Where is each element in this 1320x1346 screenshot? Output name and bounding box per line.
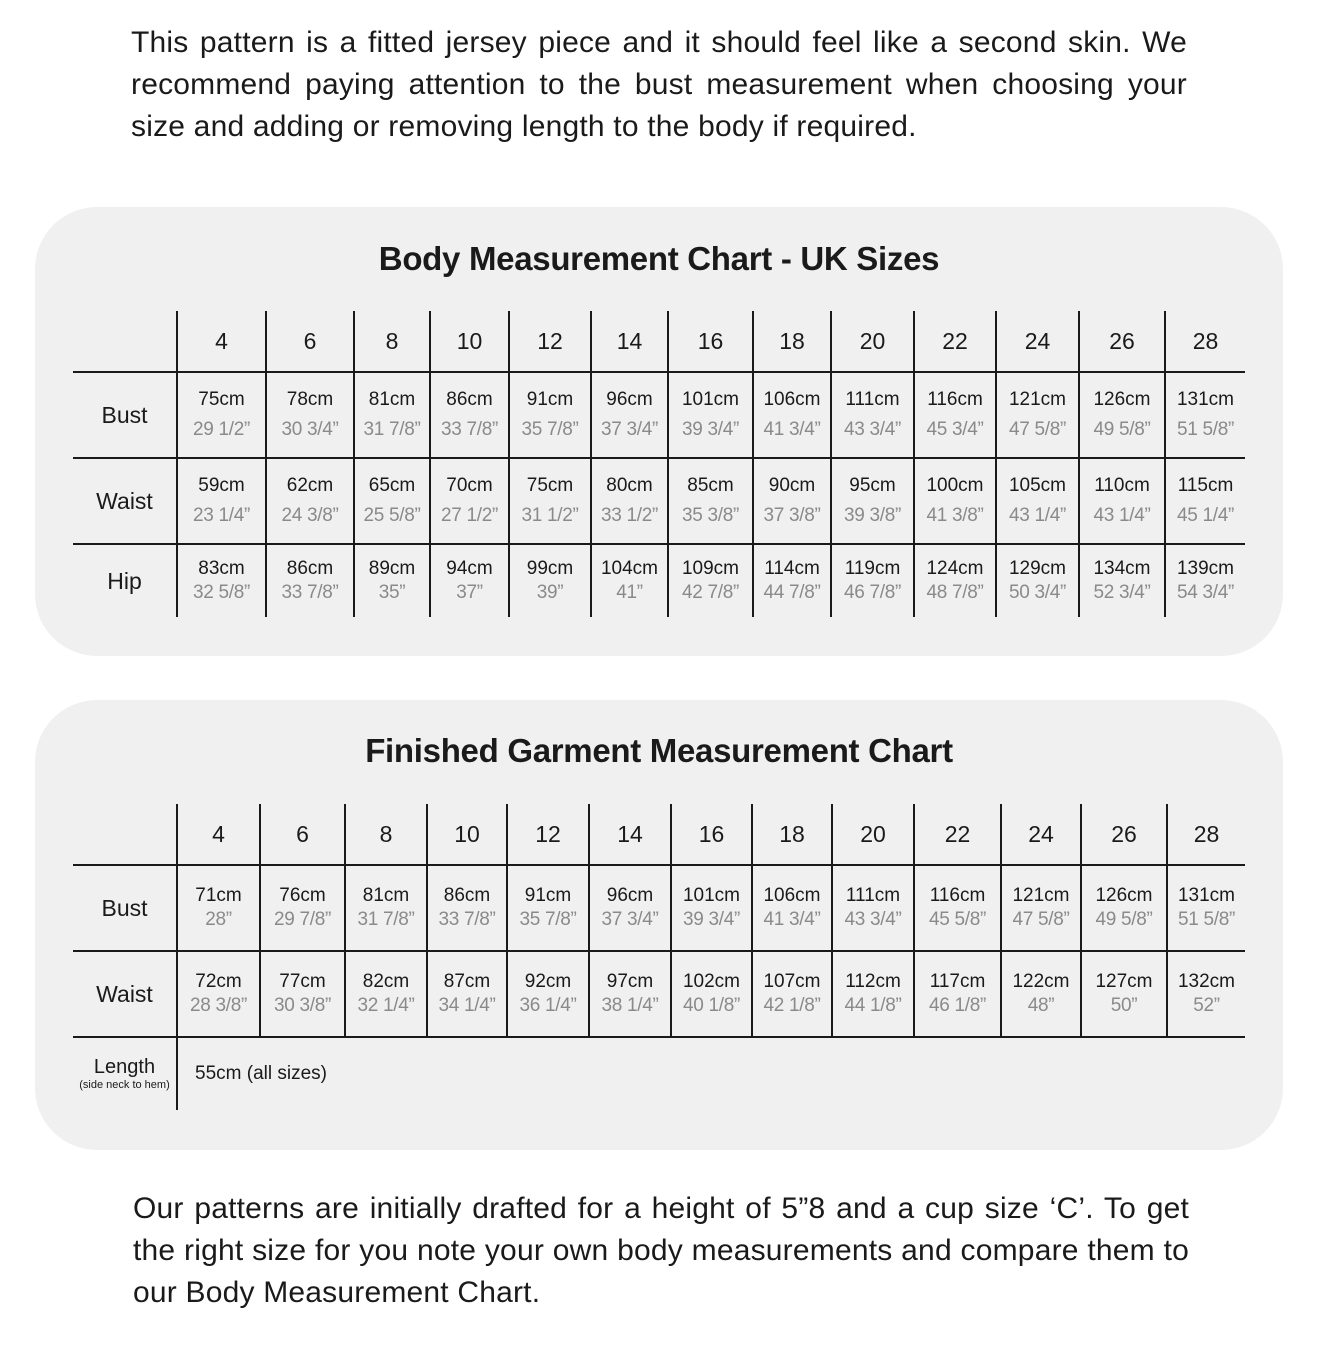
measurement-cell (1001, 951, 1081, 1037)
inch-value: 38 1/4” (601, 995, 659, 1016)
inch-value: 40 1/8” (682, 995, 741, 1016)
inch-value: 49 5/8” (1095, 909, 1153, 930)
inch-value: 39 3/4” (682, 909, 741, 930)
measurement-cell (753, 458, 831, 544)
measurement-cell (354, 544, 430, 617)
cm-value: 81cm (362, 885, 410, 906)
measurement-cell (509, 372, 591, 458)
cm-value: 77cm (279, 971, 326, 992)
cm-value: 100cm (926, 475, 984, 496)
inch-value: 45 1/4” (1176, 505, 1235, 526)
inch-value: 50 3/4” (1008, 582, 1067, 603)
inch-value: 37 3/4” (601, 909, 659, 930)
measurement-cell (996, 544, 1079, 617)
inch-value: 27 1/2” (440, 505, 499, 526)
length-label: Length (93, 1056, 156, 1078)
size-header: 20 (832, 804, 914, 865)
measurement-cell (1165, 544, 1245, 617)
inch-value: 41 3/8” (926, 505, 984, 526)
cm-value: 119cm (844, 558, 901, 579)
inch-value: 29 7/8” (273, 909, 332, 930)
inch-value: 47 5/8” (1008, 419, 1067, 440)
measurement-cell (430, 544, 509, 617)
measurement-row (73, 951, 1245, 1037)
measurement-cell (591, 372, 668, 458)
size-header: 28 (1167, 804, 1245, 865)
size-header: 14 (591, 311, 668, 372)
inch-value: 44 7/8” (763, 582, 821, 603)
measurement-cell (1079, 372, 1165, 458)
measurement-cell (1167, 865, 1245, 951)
cm-value: 106cm (763, 389, 821, 410)
cm-value: 95cm (849, 475, 896, 496)
inch-value: 44 1/8” (844, 995, 902, 1016)
cm-value: 82cm (362, 971, 410, 992)
cm-value: 81cm (368, 389, 416, 410)
size-header: 8 (354, 311, 430, 372)
inch-value: 37” (456, 582, 483, 603)
inch-value: 34 1/4” (438, 995, 496, 1016)
measurement-cell (1079, 544, 1165, 617)
measurement-cell (177, 458, 266, 544)
inch-value: 52” (1193, 995, 1220, 1016)
cm-value: 86cm (443, 885, 491, 906)
cm-value: 121cm (1012, 885, 1070, 906)
size-header: 10 (430, 311, 509, 372)
row-label: Hip (107, 567, 142, 594)
measurement-cell (668, 458, 753, 544)
cm-value: 139cm (1176, 558, 1235, 579)
inch-value: 42 1/8” (763, 995, 821, 1016)
inch-value: 48” (1027, 995, 1055, 1016)
size-header: 18 (752, 804, 832, 865)
inch-value: 48 7/8” (926, 582, 984, 603)
inch-value: 49 5/8” (1093, 419, 1151, 440)
intro-paragraph: This pattern is a fitted jersey piece and it should feel like a second skin. We recommend paying attention to the bust measurement when choosing your size and adding or removing length to the body if required. (131, 26, 1187, 143)
measurement-cell (832, 865, 914, 951)
measurement-cell (430, 458, 509, 544)
measurement-cell (752, 951, 832, 1037)
measurement-cell (507, 865, 589, 951)
cm-value: 112cm (845, 971, 901, 992)
measurement-cell (591, 544, 668, 617)
outro-paragraph: Our patterns are initially drafted for a height of 5”8 and a cup size ‘C’. To get the right size for you note your own body measurements and compare them to our Body Measurement Chart. (133, 1192, 1189, 1309)
measurement-cell (507, 951, 589, 1037)
cm-value: 91cm (526, 389, 574, 410)
inch-value: 31 7/8” (357, 909, 415, 930)
measurement-cell (266, 372, 354, 458)
cm-value: 87cm (443, 971, 491, 992)
inch-value: 33 7/8” (440, 419, 499, 440)
cm-value: 110cm (1094, 475, 1150, 496)
inch-value: 37 3/4” (600, 419, 659, 440)
length-row-label (73, 1037, 177, 1110)
cm-value: 105cm (1008, 475, 1067, 496)
body-measurement-panel (35, 207, 1283, 656)
measurement-cell (177, 951, 260, 1037)
cm-value: 78cm (286, 389, 334, 410)
cm-value: 70cm (446, 475, 493, 496)
size-header-row (73, 311, 1245, 372)
row-label: Waist (73, 458, 177, 544)
size-header: 22 (914, 804, 1001, 865)
header-corner (73, 311, 177, 372)
inch-value: 43 1/4” (1093, 505, 1151, 526)
inch-value: 39 3/8” (843, 505, 902, 526)
measurement-cell (427, 951, 507, 1037)
measurement-cell (430, 372, 509, 458)
inch-value: 31 1/2” (521, 505, 579, 526)
size-header: 14 (589, 804, 671, 865)
inch-value: 32 1/4” (357, 995, 415, 1016)
size-header-row (73, 804, 1245, 865)
measurement-cell (1079, 458, 1165, 544)
size-header: 6 (266, 311, 354, 372)
measurement-cell (752, 865, 832, 951)
cm-value: 124cm (926, 558, 984, 579)
inch-value: 25 5/8” (363, 505, 421, 526)
inch-value: 33 1/2” (600, 505, 659, 526)
inch-value: 41 3/4” (763, 419, 821, 440)
cm-value: 72cm (195, 971, 242, 992)
cm-value: 111cm (845, 885, 901, 906)
inch-value: 35” (378, 582, 406, 603)
cm-value: 75cm (526, 475, 574, 496)
measurement-cell (914, 951, 1001, 1037)
cm-value: 109cm (681, 558, 740, 579)
cm-value: 59cm (198, 475, 245, 496)
header-corner (73, 804, 177, 865)
measurement-cell (914, 458, 996, 544)
size-header: 26 (1079, 311, 1165, 372)
cm-value: 134cm (1093, 558, 1151, 579)
cm-value: 99cm (526, 558, 574, 579)
cm-value: 121cm (1008, 389, 1067, 410)
measurement-cell (753, 544, 831, 617)
inch-value: 46 7/8” (843, 582, 902, 603)
measurement-cell (831, 544, 914, 617)
size-header: 24 (1001, 804, 1081, 865)
cm-value: 75cm (198, 389, 245, 410)
measurement-cell (1001, 865, 1081, 951)
measurement-cell (509, 458, 591, 544)
body-chart-title: Body Measurement Chart - UK Sizes (378, 240, 940, 277)
inch-value: 45 5/8” (928, 909, 987, 930)
size-header: 28 (1165, 311, 1245, 372)
measurement-cell (831, 372, 914, 458)
size-header: 16 (668, 311, 753, 372)
cm-value: 115cm (1177, 475, 1234, 496)
cm-value: 132cm (1177, 971, 1236, 992)
measurement-row (73, 544, 1245, 617)
size-header: 10 (427, 804, 507, 865)
size-header: 22 (914, 311, 996, 372)
length-value: 55cm (all sizes) (177, 1037, 1245, 1110)
cm-value: 76cm (279, 885, 326, 906)
measurement-cell (1167, 951, 1245, 1037)
inch-value: 46 1/8” (928, 995, 987, 1016)
measurement-cell (914, 544, 996, 617)
cm-value: 62cm (286, 475, 334, 496)
measurement-cell (177, 865, 260, 951)
measurement-cell (671, 951, 752, 1037)
cm-value: 101cm (682, 885, 741, 906)
measurement-cell (914, 372, 996, 458)
measurement-cell (591, 458, 668, 544)
inch-value: 32 5/8” (192, 582, 251, 603)
inch-value: 36 1/4” (519, 995, 577, 1016)
cm-value: 80cm (606, 475, 653, 496)
size-header: 12 (509, 311, 591, 372)
inch-value: 45 3/4” (926, 419, 984, 440)
cm-value: 91cm (524, 885, 572, 906)
inch-value: 41” (616, 582, 643, 603)
measurement-cell (996, 458, 1079, 544)
finished-garment-table (73, 804, 1245, 1110)
inch-value: 39 3/4” (681, 419, 740, 440)
measurement-cell (832, 951, 914, 1037)
size-header: 4 (177, 311, 266, 372)
row-label: Bust (73, 865, 177, 951)
cm-value: 104cm (600, 558, 659, 579)
measurement-cell (266, 458, 354, 544)
size-header: 4 (177, 804, 260, 865)
inch-value: 28” (205, 909, 232, 930)
measurement-cell (177, 372, 266, 458)
cm-value: 129cm (1008, 558, 1067, 579)
cm-value: 97cm (606, 971, 654, 992)
measurement-cell (345, 951, 427, 1037)
inch-value: 24 3/8” (281, 505, 339, 526)
inch-value: 43 3/4” (844, 909, 902, 930)
measurement-cell (260, 951, 345, 1037)
size-header: 16 (671, 804, 752, 865)
inch-value: 30 3/4” (281, 419, 339, 440)
inch-value: 31 7/8” (363, 419, 421, 440)
cm-value: 117cm (929, 971, 986, 992)
cm-value: 83cm (198, 558, 245, 579)
cm-value: 114cm (764, 558, 820, 579)
measurement-cell (266, 544, 354, 617)
cm-value: 71cm (195, 885, 242, 906)
measurement-row (73, 458, 1245, 544)
measurement-cell (509, 544, 591, 617)
measurement-cell (671, 865, 752, 951)
cm-value: 89cm (368, 558, 416, 579)
measurement-cell (354, 458, 430, 544)
measurement-cell (1081, 865, 1167, 951)
row-label: Waist (73, 951, 177, 1037)
cm-value: 111cm (845, 389, 900, 410)
measurement-cell (177, 544, 266, 617)
cm-value: 94cm (446, 558, 493, 579)
cm-value: 131cm (1177, 885, 1236, 906)
cm-value: 126cm (1093, 389, 1151, 410)
cm-value: 131cm (1176, 389, 1235, 410)
inch-value: 28 3/8” (189, 995, 248, 1016)
measurement-cell (1165, 458, 1245, 544)
inch-value: 54 3/4” (1176, 582, 1235, 603)
measurement-cell (831, 458, 914, 544)
row-label: Bust (73, 372, 177, 458)
cm-value: 127cm (1095, 971, 1153, 992)
inch-value: 37 3/8” (763, 505, 821, 526)
measurement-cell (753, 372, 831, 458)
measurement-cell (668, 544, 753, 617)
body-measurement-table (73, 311, 1245, 617)
measurement-cell (354, 372, 430, 458)
cm-value: 65cm (368, 475, 416, 496)
inch-value: 30 3/8” (273, 995, 332, 1016)
measurement-cell (260, 865, 345, 951)
inch-value: 23 1/4” (192, 505, 251, 526)
measurement-cell (589, 951, 671, 1037)
measurement-cell (589, 865, 671, 951)
inch-value: 35 7/8” (519, 909, 577, 930)
measurement-cell (345, 865, 427, 951)
inch-value: 43 1/4” (1008, 505, 1067, 526)
inch-value: 50” (1110, 995, 1138, 1016)
cm-value: 102cm (682, 971, 741, 992)
cm-value: 101cm (681, 389, 740, 410)
size-header: 8 (345, 804, 427, 865)
cm-value: 126cm (1095, 885, 1153, 906)
cm-value: 122cm (1012, 971, 1070, 992)
finished-chart-title: Finished Garment Measurement Chart (365, 732, 953, 769)
cm-value: 116cm (929, 885, 986, 906)
cm-value: 86cm (286, 558, 334, 579)
inch-value: 51 5/8” (1177, 909, 1236, 930)
measurement-cell (668, 372, 753, 458)
size-header: 20 (831, 311, 914, 372)
size-header: 26 (1081, 804, 1167, 865)
size-header: 18 (753, 311, 831, 372)
size-header: 12 (507, 804, 589, 865)
inch-value: 35 7/8” (521, 419, 579, 440)
cm-value: 96cm (606, 885, 654, 906)
length-row (73, 1037, 1245, 1110)
inch-value: 35 3/8” (681, 505, 740, 526)
cm-value: 86cm (446, 389, 493, 410)
cm-value: 116cm (927, 389, 983, 410)
cm-value: 106cm (763, 885, 821, 906)
measurement-cell (427, 865, 507, 951)
measurement-cell (996, 372, 1079, 458)
cm-value: 92cm (524, 971, 572, 992)
size-header: 24 (996, 311, 1079, 372)
inch-value: 52 3/4” (1093, 582, 1151, 603)
measurement-cell (914, 865, 1001, 951)
inch-value: 33 7/8” (281, 582, 339, 603)
inch-value: 29 1/2” (192, 419, 251, 440)
inch-value: 33 7/8” (438, 909, 496, 930)
cm-value: 90cm (768, 475, 816, 496)
measurement-row (73, 372, 1245, 458)
length-sublabel: (side neck to hem) (79, 1079, 170, 1091)
cm-value: 85cm (687, 475, 734, 496)
inch-value: 43 3/4” (843, 419, 902, 440)
inch-value: 42 7/8” (681, 582, 740, 603)
finished-garment-panel (35, 700, 1283, 1150)
inch-value: 39” (536, 582, 564, 603)
inch-value: 51 5/8” (1176, 419, 1235, 440)
inch-value: 41 3/4” (763, 909, 821, 930)
size-header: 6 (260, 804, 345, 865)
measurement-row (73, 865, 1245, 951)
cm-value: 107cm (763, 971, 821, 992)
cm-value: 96cm (606, 389, 653, 410)
measurement-cell (1081, 951, 1167, 1037)
inch-value: 47 5/8” (1012, 909, 1070, 930)
measurement-cell (1165, 372, 1245, 458)
